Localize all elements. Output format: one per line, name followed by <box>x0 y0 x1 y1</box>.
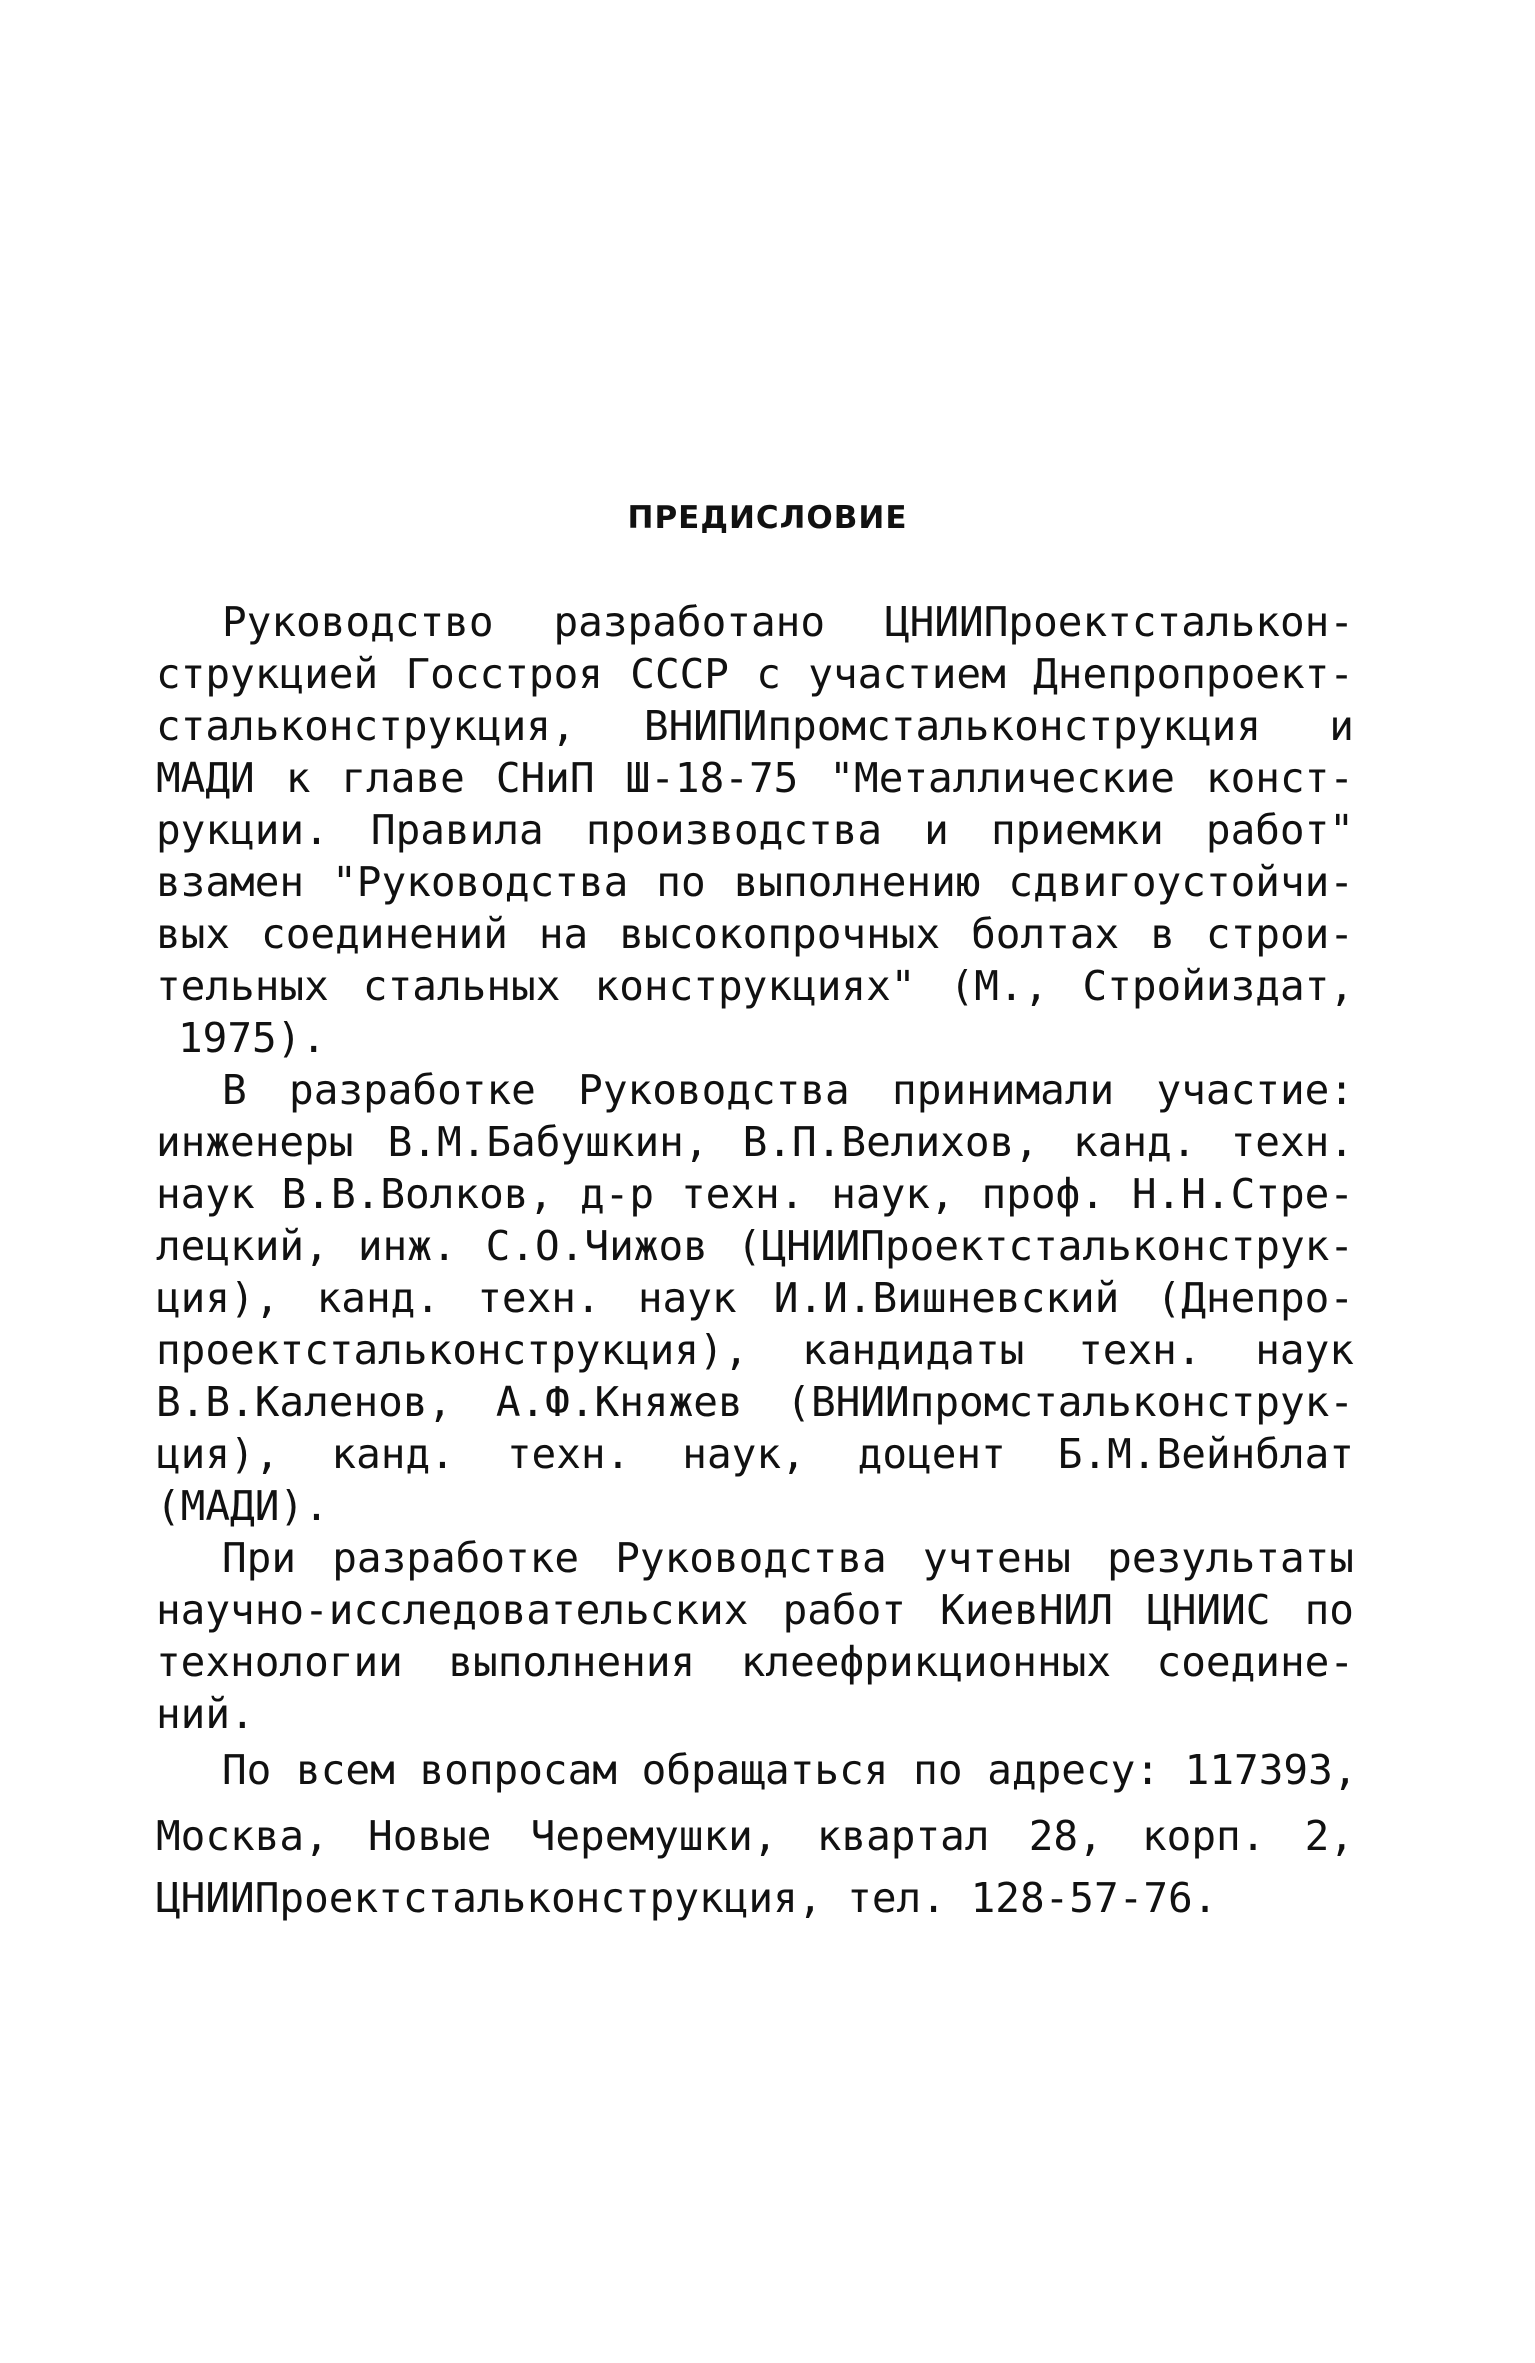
paragraph-4-line-1: По всем вопросам обращаться по адресу: 117393, <box>222 1746 1358 1794</box>
paragraph-1-line-8: тельных стальных конструкциях" (М., Стройиздат, <box>156 962 1354 1010</box>
paragraph-2-line-2: инженеры В.М.Бабушкин, В.П.Велихов, канд. техн. <box>156 1118 1354 1166</box>
paragraph-1-line-5: рукции. Правила производства и приемки работ" <box>156 806 1354 854</box>
paragraph-2-line-3: наук В.В.Волков, д-р техн. наук, проф. Н.Н.Стре- <box>156 1170 1354 1218</box>
paragraph-4-line-3: ЦНИИПроектстальконструкция, тел. 128-57-76. <box>156 1874 1218 1922</box>
paragraph-3-line-3: технологии выполнения клеефрикционных соедине- <box>156 1638 1354 1686</box>
paragraph-1-line-3: стальконструкция, ВНИПИпромстальконструкция и <box>156 702 1354 750</box>
paragraph-3-line-2: научно-исследовательских работ КиевНИЛ ЦНИИС по <box>156 1586 1354 1634</box>
paragraph-1-line-2: струкцией Госстроя СССР с участием Днепропроект- <box>156 650 1354 698</box>
paragraph-3-line-1: При разработке Руководства учтены результаты <box>222 1534 1354 1582</box>
paragraph-3-line-4: ний. <box>156 1690 255 1738</box>
paragraph-1-line-6: взамен "Руководства по выполнению сдвигоустойчи- <box>156 858 1354 906</box>
paragraph-1-line-7: вых соединений на высокопрочных болтах в строи- <box>156 910 1354 958</box>
paragraph-1-line-9: 1975). <box>178 1014 327 1062</box>
paragraph-1-line-4: МАДИ к главе СНиП Ш-18-75 "Металлические конст- <box>156 754 1354 802</box>
paragraph-2-line-1: В разработке Руководства принимали участие: <box>222 1066 1354 1114</box>
paragraph-1-line-1: Руководство разработано ЦНИИПроектсталькон- <box>222 598 1354 646</box>
page-title: ПРЕДИСЛОВИЕ <box>627 500 908 536</box>
paragraph-2-line-4: лецкий, инж. С.О.Чижов (ЦНИИПроектстальконструк- <box>156 1222 1354 1270</box>
paragraph-4-line-2: Москва, Новые Черемушки, квартал 28, корп. 2, <box>156 1812 1354 1860</box>
paragraph-2-line-8: ция), канд. техн. наук, доцент Б.М.Вейнблат <box>156 1430 1354 1478</box>
paragraph-2-line-5: ция), канд. техн. наук И.И.Вишневский (Днепро- <box>156 1274 1354 1322</box>
paragraph-2-line-6: проектстальконструкция), кандидаты техн. наук <box>156 1326 1354 1374</box>
paragraph-2-line-9: (МАДИ). <box>156 1482 329 1530</box>
paragraph-2-line-7: В.В.Каленов, А.Ф.Княжев (ВНИИпромстальконструк- <box>156 1378 1354 1426</box>
